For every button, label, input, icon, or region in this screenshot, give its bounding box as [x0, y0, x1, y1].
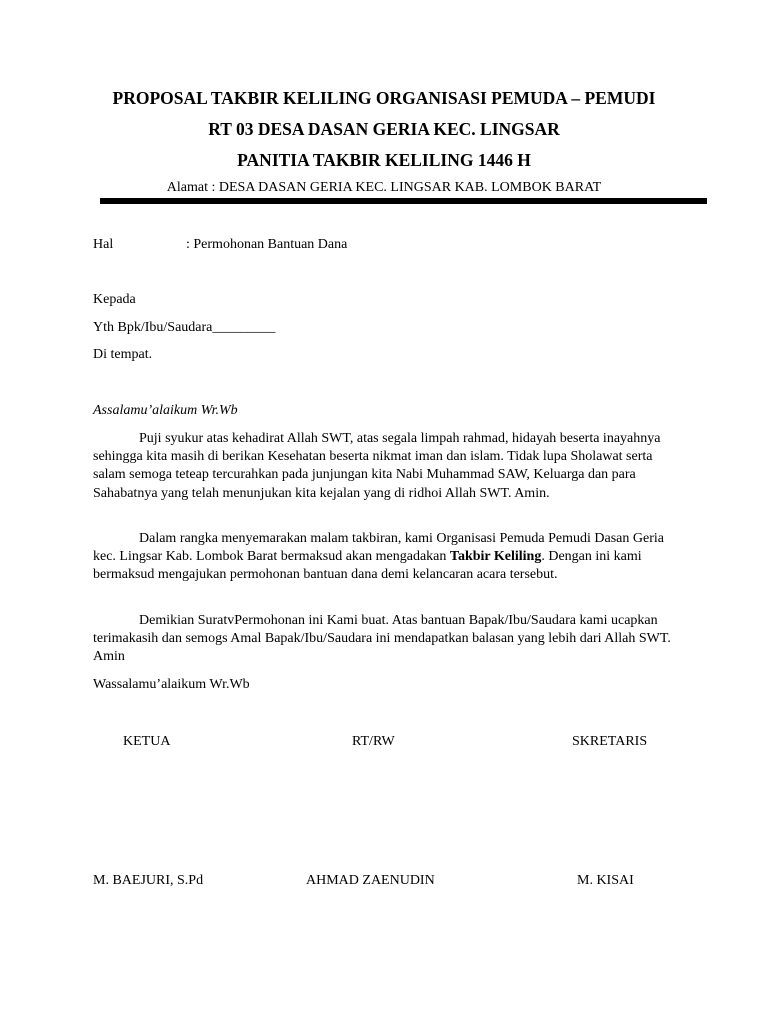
document-title: PROPOSAL TAKBIR KELILING ORGANISASI PEMUDA – PEMUDI [112, 88, 656, 108]
signature-title-ketua: KETUA [123, 734, 171, 749]
committee-title: PANITIA TAKBIR KELILING 1446 H [237, 150, 531, 170]
signature-name-rtrw: AHMAD ZAENUDIN [306, 873, 435, 888]
signature-title-sekretaris: SKRETARIS [572, 734, 648, 749]
signature-title-rtrw: RT/RW [352, 734, 395, 749]
recipient-to: Kepada [93, 292, 136, 307]
document-subtitle: RT 03 DESA DASAN GERIA KEC. LINGSAR [208, 119, 560, 139]
body-paragraph-3 [93, 612, 673, 667]
body-paragraph-1-text: Puji syukur atas kehadirat Allah SWT, atas segala limpah rahmad, hidayah beserta inayahnya sehingga kita masih di berikan Kesehatan beserta nikmat iman dan islam. Tidak lupa Sholawat serta salam semoga teteap tercurahkan pada junjungan kita Nabi Muhammad SAW, Keluarga dan para Sahabatnya yang telah menunjukan kita kejalan yang di ridhoi Allah SWT. Amin. [93, 431, 661, 501]
event-name: Takbir Keliling [449, 549, 542, 565]
subject-label: Hal [93, 237, 114, 252]
closing-greeting: Wassalamu’alaikum Wr.Wb [93, 677, 250, 692]
subject-value: : Permohonan Bantuan Dana [186, 237, 348, 252]
recipient-place: Di tempat. [93, 347, 153, 362]
signature-name-ketua: M. BAEJURI, S.Pd [93, 873, 204, 888]
header-divider [100, 198, 707, 204]
recipient-name: Yth Bpk/Ibu/Saudara_________ [93, 320, 276, 335]
opening-greeting: Assalamu’alaikum Wr.Wb [93, 403, 238, 418]
body-paragraph-1 [93, 430, 673, 503]
address-line: Alamat : DESA DASAN GERIA KEC. LINGSAR KAB. LOMBOK BARAT [166, 180, 602, 195]
body-paragraph-3-text: Demikian SuratvPermohonan ini Kami buat. Atas bantuan Bapak/Ibu/Saudara kami ucapkan terimakasih dan semogs Amal Bapak/Ibu/Saudara ini mendapatkan balasan yang lebih dari Allah SWT. Amin [93, 613, 671, 665]
body-paragraph-2-text-end: . Dengan ini kami bermaksud mengajukan permohonan bantuan dana demi kelancaran acara tersebut. [93, 549, 642, 583]
body-paragraph-2-text: Dalam rangka menyemarakan malam takbiran, kami Organisasi Pemuda Pemudi Dasan Geria kec. Lingsar Kab. Lombok Barat bermaksud akan mengadakan [93, 531, 664, 565]
signature-name-sekretaris: M. KISAI [577, 873, 634, 888]
body-paragraph-2 [93, 530, 673, 585]
